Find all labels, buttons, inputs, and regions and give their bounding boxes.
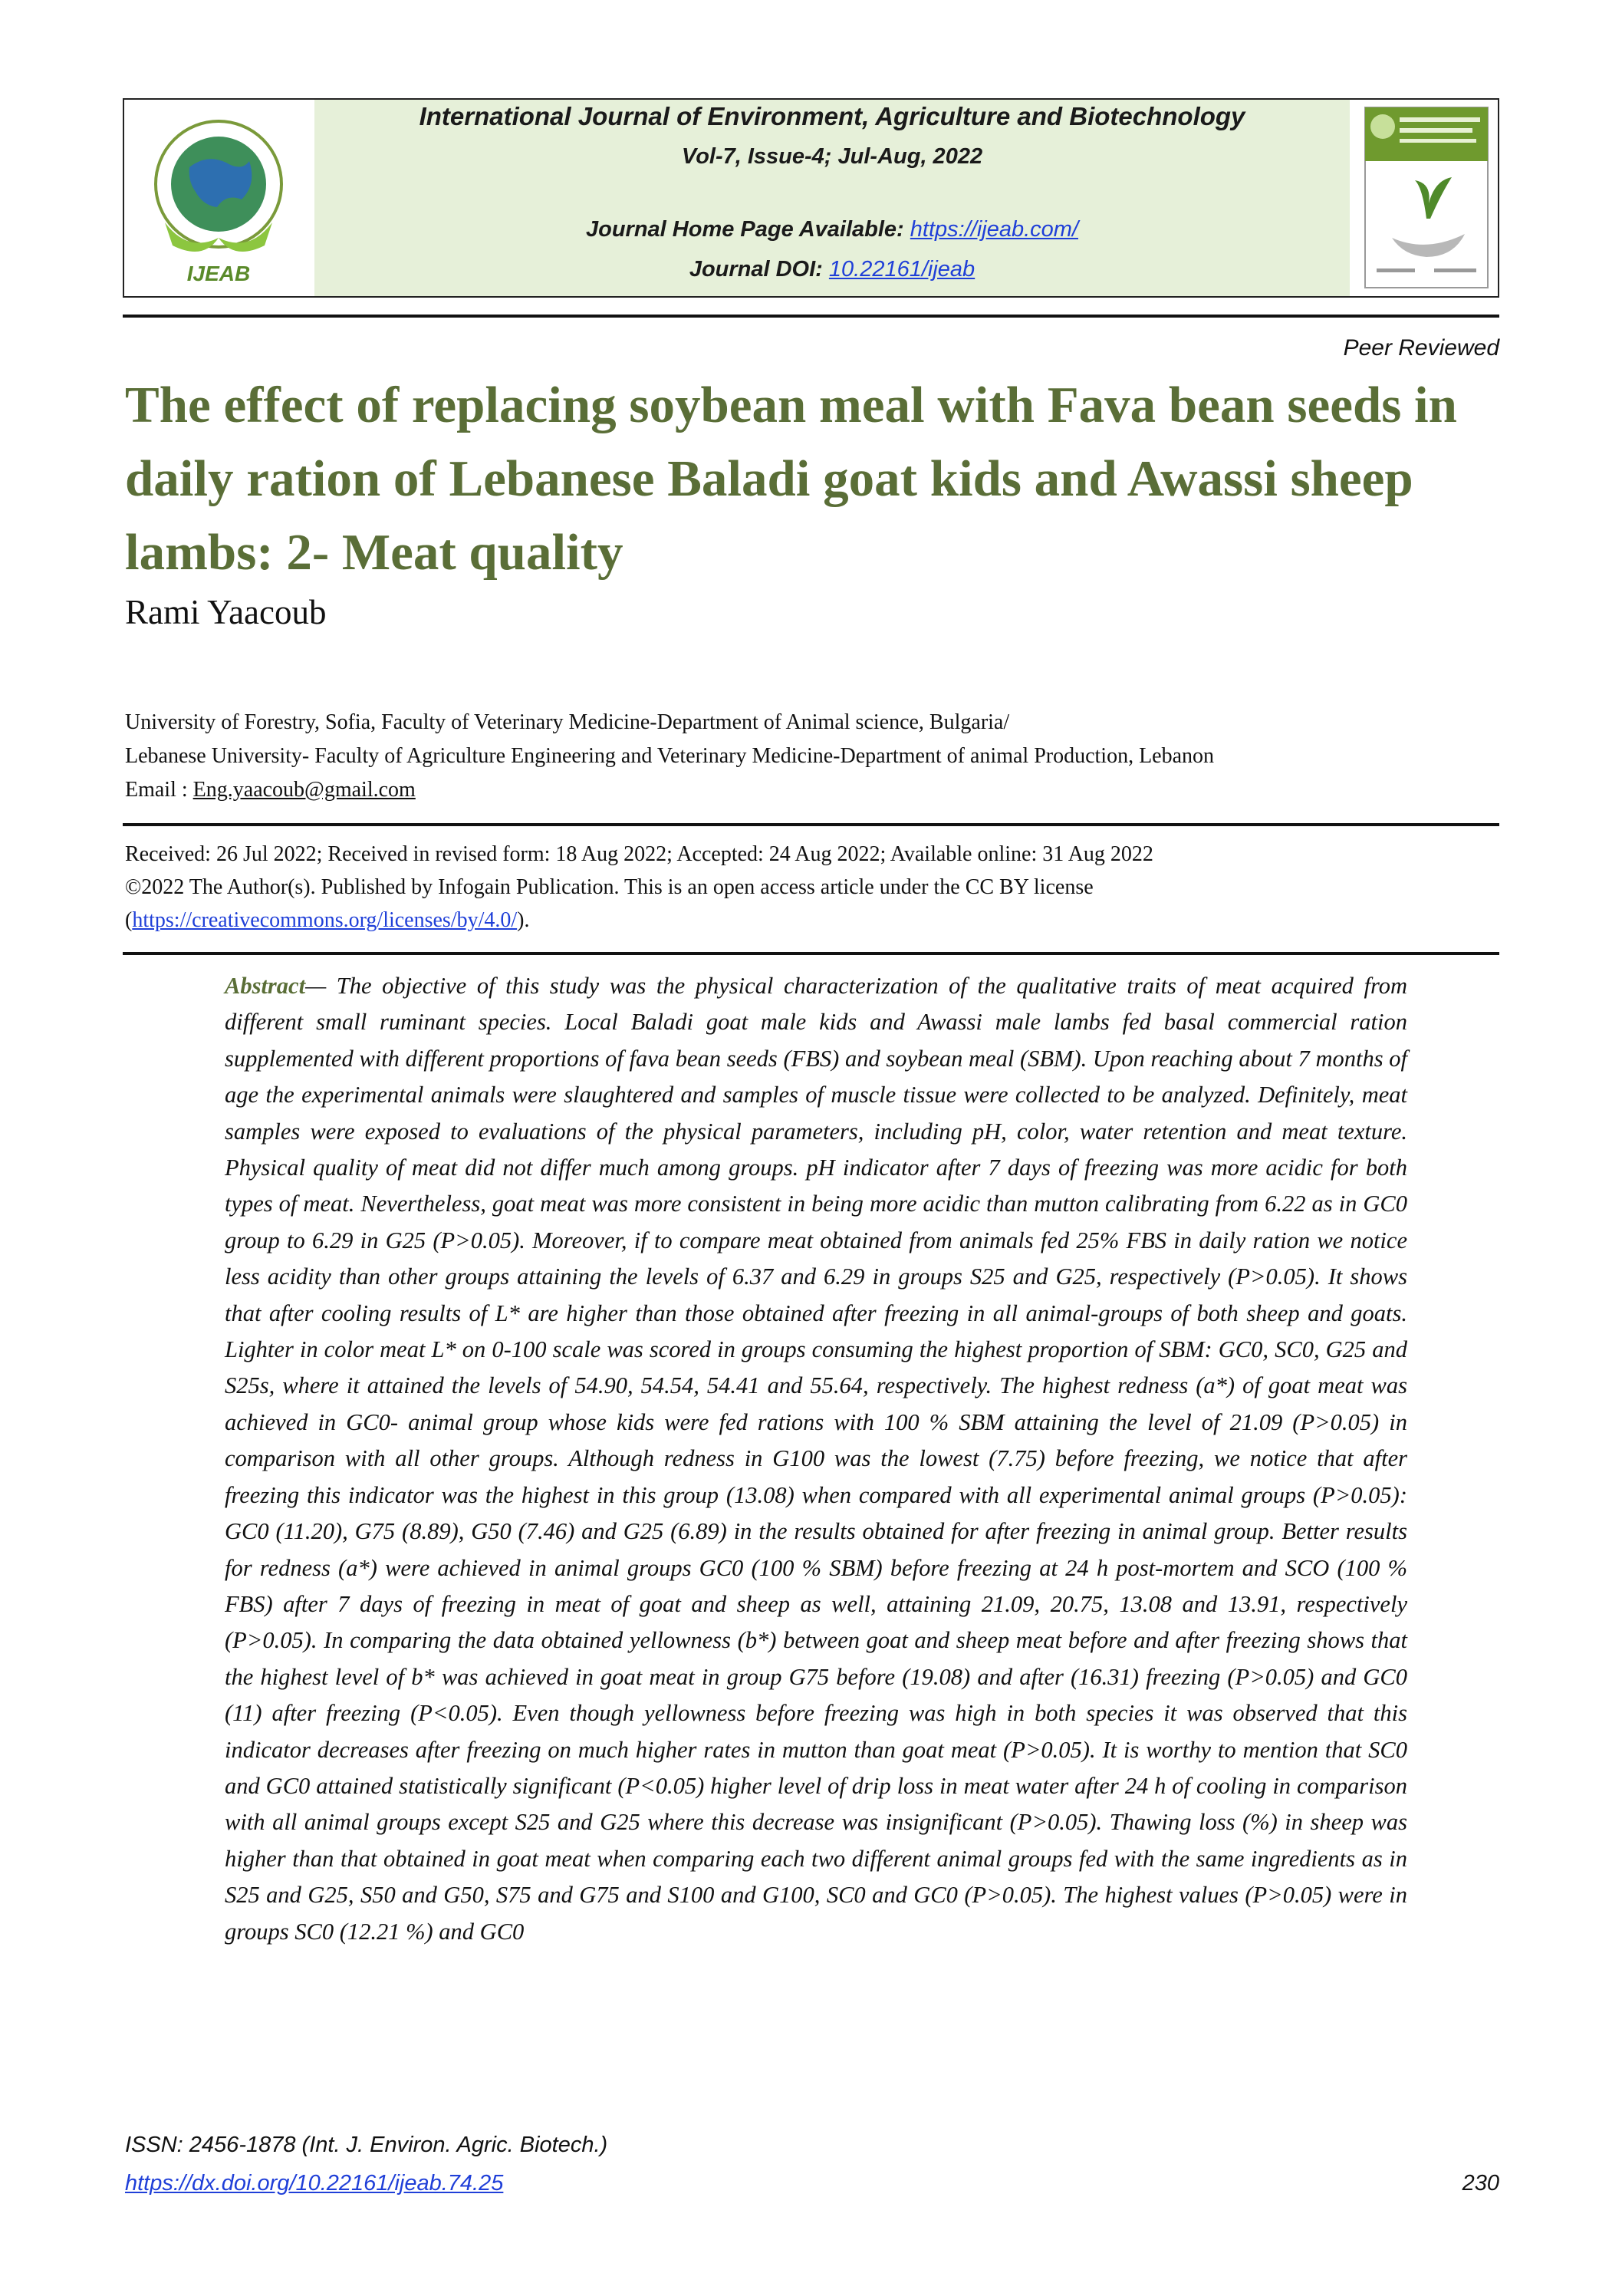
license-open-paren: ( [125,908,133,932]
author-email-line [125,773,1498,807]
journal-volume: Vol-7, Issue-4; Jul-Aug, 2022 [681,144,983,169]
license-link[interactable]: https://creativecommons.org/licenses/by/4.0/ [132,908,518,932]
footer-doi-link[interactable]: https://dx.doi.org/10.22161/ijeab.74.25 [125,2171,504,2196]
article-title: The effect of replacing soybean meal with Fava bean seeds in daily ration of Lebanese Baladi goat kids and Awassi sheep lambs: 2- Meat quality [125,377,1457,581]
license-close-paren: ). [517,908,530,932]
abstract [225,968,1407,1950]
article-dates: Received: 26 Jul 2022; Received in revised form: 18 Aug 2022; Accepted: 24 Aug 2022; Available online: 31 Aug 2022 [125,842,1153,866]
abstract-body: — The objective of this study was the physical characterization of the qualitative traits of meat acquired from different small ruminant species. Local Baladi goat male kids and Awassi male lambs fed basal commercial ration supplemented with different proportions of fava bean seeds (FBS) and soybean meal (SBM). Upon reaching about 7 months of age the experimental animals were slaughtered and samples of muscle tissue were collected to be analyzed. Definitely, meat samples were exposed to evaluations of the physical parameters, including pH, color, water retention and meat texture. Physical quality of meat did not differ much among groups. pH indicator after 7 days of freezing was more acidic for both types of meat. Nevertheless, goat meat was more consistent in being more acidic than mutton calibrating from 6.22 as in GC0 group to 6.29 in G25 (P>0.05). Moreover, if to compare meat obtained from animals fed 25% FBS in daily ration we notice less acidity than other groups attaining the levels of 6.37 and 6.29 in groups S25 and G25, respectively (P>0.05). It shows that after cooling results of L* are higher than those obtained after freezing in all animal-groups of both sheep and goats. Lighter in color meat L* on 0-100 scale was scored in groups consuming the highest proportion of SBM: GC0, SC0, G25 and S25s, where it attained the levels of 54.90, 54.54, 54.41 and 55.64, respectively. The highest redness (a*) of goat meat was achieved in GC0- animal group whose kids were fed rations with 100 % SBM attaining the level of 21.09 (P>0.05) in comparison with all other groups. Although redness in G100 was the lowest (7.75) before freezing, we notice that after freezing this indicator was the highest in this group (13.08) when compared with all experimental animal groups (P>0.05): GC0 (11.20), G75 (8.89), G50 (7.46) and G25 (6.89) in the results obtained for after freezing in animal group. Better results for redness (a*) were achieved in animal groups GC0 (100 % SBM) before freezing at 24 h post-mortem and SCO (100 % FBS) after 7 days of freezing in meat of goat and sheep as well, attaining 21.09, 20.75, 13.08 and 13.91, respectively (P>0.05). In comparing the data obtained yellowness (b*) between goat and sheep meat before and after freezing shows that the highest level of b* was achieved in goat meat in group G75 before (19.08) and after (16.31) freezing (P>0.05) and GC0 (11) after freezing (P<0.05). Even though yellowness before freezing was high in both species it was observed that this indicator decreases after freezing on much higher rates in mutton than goat meat (P>0.05). It is worthy to mention that SC0 and GC0 attained statistically significant (P<0.05) higher level of drip loss in meat water after 24 h of cooling in comparison with all animal groups except S25 and G25 where this decrease was insignificant (P>0.05). Thawing loss (%) in sheep was higher than that obtained in goat meat when comparing each two different animal groups fed with the same ingredients as in S25 and G25, S50 and G50, S75 and G75 and S100 and G100, SC0 and GC0 (P>0.05). The highest values (P>0.05) were in groups SC0 (12.21 %) and GC0 [225,973,1407,1945]
license-divider [123,952,1499,955]
journal-doi-label: Journal DOI: [689,257,823,282]
license-text: ©2022 The Author(s). Published by Infogain Publication. This is an open access article under the CC BY license [125,875,1094,899]
header-divider [123,315,1499,318]
journal-home-line [314,217,1350,242]
journal-cover-thumbnail [1361,104,1492,292]
article-author: Rami Yaacoub [125,593,327,631]
affiliation-1: University of Forestry, Sofia, Faculty of Veterinary Medicine-Department of Animal science, Bulgaria/ [125,710,1010,734]
journal-title: International Journal of Environment, Agriculture and Biotechnology [419,102,1245,130]
journal-doi-line [314,257,1350,282]
license-line [125,904,1498,937]
page-number: 230 [1462,2171,1499,2196]
journal-doi-link[interactable]: 10.22161/ijeab [828,257,976,282]
email-label: Email : [125,778,193,802]
peer-reviewed-label: Peer Reviewed [1343,335,1499,361]
author-email-link[interactable]: Eng.yaacoub@gmail.com [192,778,416,802]
affiliation-divider [123,823,1499,826]
home-page-link[interactable]: https://ijeab.com/ [910,217,1078,242]
home-page-label: Journal Home Page Available: [585,217,904,242]
affiliation-2: Lebanese University- Faculty of Agriculture Engineering and Veterinary Medicine-Department of animal Production, Lebanon [125,744,1215,768]
footer-issn: ISSN: 2456-1878 (Int. J. Environ. Agric. Biotech.) [125,2133,608,2157]
abstract-heading: Abstract [225,973,306,999]
svg-text:IJEAB: IJEAB [186,262,251,285]
journal-logo [134,107,303,288]
article-dates-block [125,838,1498,937]
